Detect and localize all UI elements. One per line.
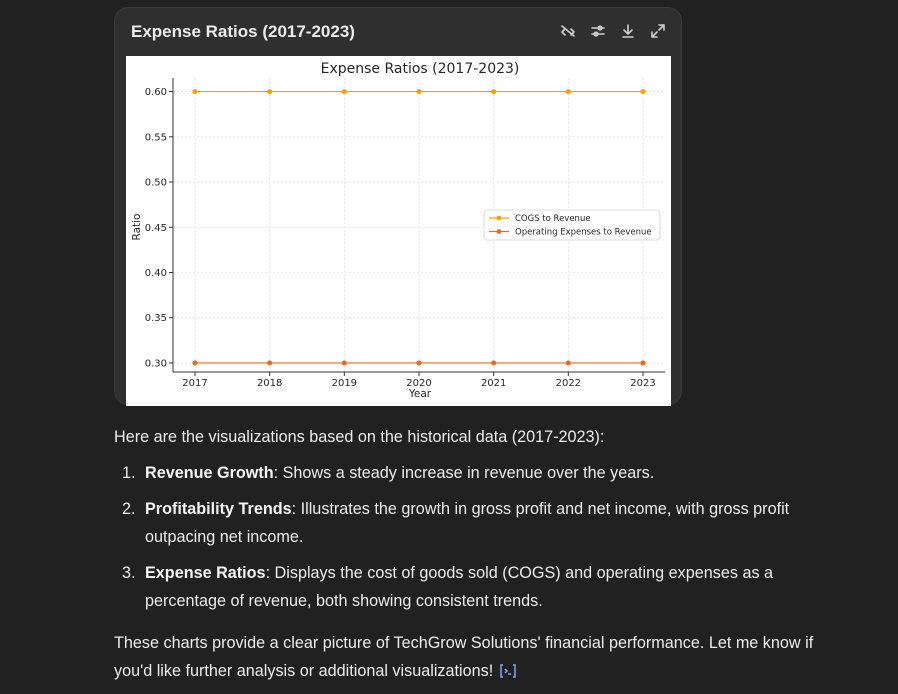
x-tick-label: 2019 (331, 378, 358, 389)
data-point (342, 89, 347, 94)
x-tick-label: 2018 (256, 378, 283, 389)
x-tick-label: 2020 (406, 378, 432, 389)
legend-marker (497, 229, 502, 234)
list-item (114, 495, 834, 551)
list-number: 2. (122, 500, 136, 518)
data-point (267, 89, 272, 94)
data-point (192, 89, 197, 94)
list-item-heading: Expense Ratios (145, 564, 266, 582)
hide-code-icon[interactable] (559, 22, 577, 40)
data-point (566, 360, 571, 365)
list-item-text: : Illustrates the growth in gross profit and net income, with gross profit outpacing net income. (145, 500, 790, 546)
list-item-heading: Profitability Trends (145, 500, 292, 518)
data-point (491, 360, 496, 365)
x-tick-label: 2023 (630, 378, 656, 389)
message-list (114, 459, 834, 615)
y-tick-label: 0.55 (144, 132, 167, 144)
list-item (114, 559, 834, 615)
data-point (267, 360, 272, 365)
list-item (114, 459, 834, 487)
data-point (416, 360, 421, 365)
list-item-text: : Displays the cost of goods sold (COGS) and operating expenses as a percentage of revenue, both showing consistent trends. (145, 564, 774, 610)
list-item-text: : Shows a steady increase in revenue over the years. (273, 464, 655, 482)
y-tick-label: 0.45 (144, 222, 167, 234)
list-number: 3. (122, 564, 136, 582)
expand-icon[interactable] (649, 22, 667, 40)
data-point (342, 360, 347, 365)
legend-label: COGS to Revenue (515, 214, 591, 224)
data-point (491, 89, 496, 94)
y-tick-label: 0.50 (144, 177, 167, 189)
code-citation-icon[interactable] (499, 660, 517, 676)
chart-card (114, 7, 682, 405)
download-icon[interactable] (619, 22, 637, 40)
x-tick-label: 2021 (480, 378, 507, 389)
x-tick-label: 2017 (182, 378, 208, 389)
x-axis-label: Year (408, 388, 432, 400)
chart-svg (126, 56, 671, 406)
legend-marker (497, 216, 502, 221)
y-tick-label: 0.60 (144, 87, 167, 99)
message-intro: Here are the visualizations based on the historical data (2017-2023): (114, 428, 605, 446)
closing-text: These charts provide a clear picture of TechGrow Solutions' financial performance. Let me know if you'd like further analysis or additional visualizations! (114, 634, 814, 680)
assistant-message (114, 423, 834, 685)
data-point (566, 89, 571, 94)
card-title: Expense Ratios (2017-2023) (131, 22, 355, 41)
list-number: 1. (122, 464, 136, 482)
chart-title: Expense Ratios (2017-2023) (320, 61, 520, 77)
list-item-heading: Revenue Growth (145, 464, 274, 482)
data-point (192, 360, 197, 365)
y-tick-label: 0.30 (144, 358, 167, 370)
sliders-icon[interactable] (589, 22, 607, 40)
chart-toolbar (559, 22, 667, 40)
y-tick-label: 0.35 (144, 313, 167, 325)
expense-ratio-chart (126, 56, 671, 406)
chart-legend (484, 210, 660, 240)
data-point (416, 89, 421, 94)
data-point (640, 360, 645, 365)
message-closing (114, 629, 834, 685)
y-tick-label: 0.40 (144, 267, 167, 279)
y-axis-label: Ratio (131, 213, 143, 241)
x-tick-label: 2022 (555, 378, 582, 389)
legend-label: Operating Expenses to Revenue (515, 227, 652, 238)
data-point (640, 89, 645, 94)
